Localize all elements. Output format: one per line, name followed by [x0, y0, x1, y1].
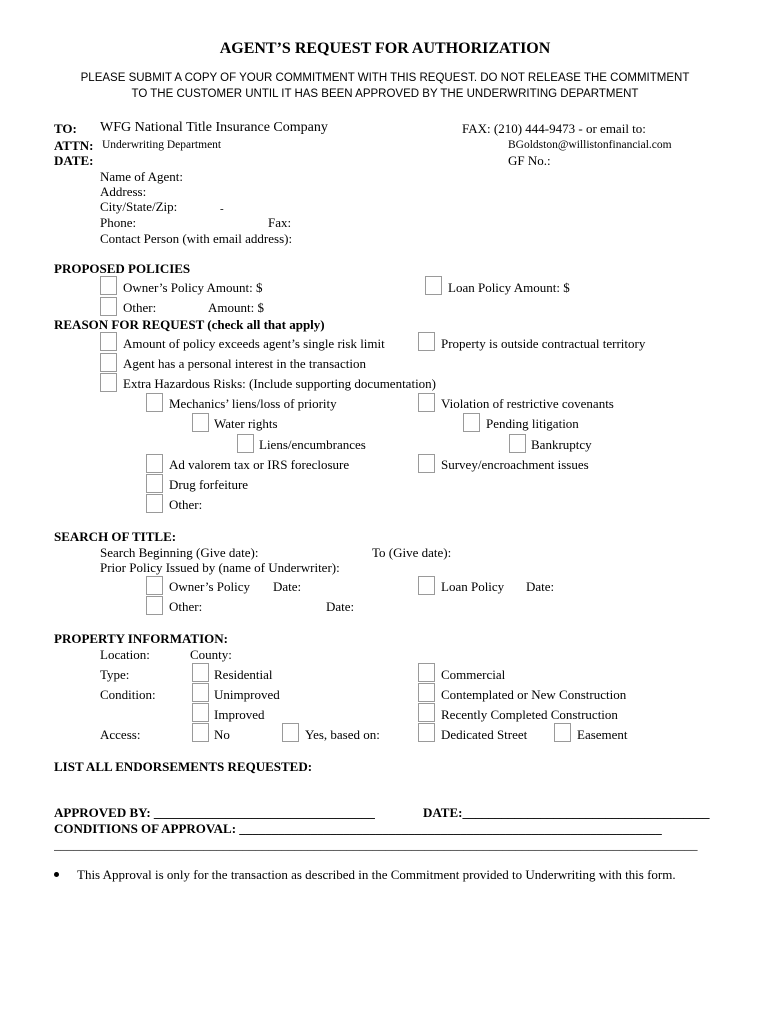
unimproved-checkbox[interactable]	[192, 683, 209, 702]
contact-person-label: Contact Person (with email address):	[100, 231, 293, 246]
conditions-continuation-line: ___________________________________________________________________________________________________	[54, 838, 698, 851]
loan-policy-label: Loan Policy Amount: $	[448, 280, 570, 295]
bullet-icon	[54, 872, 59, 877]
commercial-label: Commercial	[441, 667, 506, 682]
city-mark: -	[220, 203, 224, 215]
recently-completed-label: Recently Completed Construction	[441, 707, 618, 722]
personal-interest-checkbox[interactable]	[100, 353, 117, 372]
hazardous-risks-label: Extra Hazardous Risks: (Include supporting documentation)	[123, 376, 437, 391]
pending-litigation-checkbox[interactable]	[463, 413, 480, 432]
type-label: Type:	[100, 667, 130, 682]
to-label: TO:	[54, 121, 77, 136]
dedicated-street-checkbox[interactable]	[418, 723, 435, 742]
other-policy-checkbox[interactable]	[100, 297, 117, 316]
email-address: BGoldston@willistonfinancial.com	[508, 139, 672, 151]
liens-encumbrances-checkbox[interactable]	[237, 434, 254, 453]
other-reason-label: Other:	[169, 497, 203, 512]
water-rights-checkbox[interactable]	[192, 413, 209, 432]
restrictive-covenants-label: Violation of restrictive covenants	[441, 396, 614, 411]
access-no-checkbox[interactable]	[192, 723, 209, 742]
proposed-policies-heading: PROPOSED POLICIES	[54, 261, 191, 276]
pending-litigation-label: Pending litigation	[486, 416, 579, 431]
condition-label: Condition:	[100, 687, 156, 702]
conditions-of-approval-line: CONDITIONS OF APPROVAL: _________________________________________________________________	[54, 821, 662, 836]
mechanics-liens-label: Mechanics’ liens/loss of priority	[169, 396, 337, 411]
search-title-heading: SEARCH OF TITLE:	[54, 529, 177, 544]
exceeds-limit-checkbox[interactable]	[100, 332, 117, 351]
other-policy-amount-label: Amount: $	[208, 300, 264, 315]
exceeds-limit-label: Amount of policy exceeds agent’s single risk limit	[123, 336, 385, 351]
attn-label: ATTN:	[54, 138, 94, 153]
access-yes-label: Yes, based on:	[305, 727, 380, 742]
restrictive-covenants-checkbox[interactable]	[418, 393, 435, 412]
improved-checkbox[interactable]	[192, 703, 209, 722]
fax-number: FAX: (210) 444-9473 - or email to:	[462, 121, 646, 136]
new-construction-label: Contemplated or New Construction	[441, 687, 627, 702]
survey-encroachment-label: Survey/encroachment issues	[441, 457, 589, 472]
owners-policy-checkbox[interactable]	[100, 276, 117, 295]
liens-encumbrances-label: Liens/encumbrances	[259, 437, 366, 452]
approval-note: This Approval is only for the transaction as described in the Commitment provided to Underwriting with this form.	[77, 867, 676, 882]
location-label: Location:	[100, 647, 150, 662]
attn-value: Underwriting Department	[102, 139, 222, 151]
notice-line-2: TO THE CUSTOMER UNTIL IT HAS BEEN APPROVED BY THE UNDERWRITING DEPARTMENT	[131, 88, 639, 100]
drug-forfeiture-checkbox[interactable]	[146, 474, 163, 493]
personal-interest-label: Agent has a personal interest in the transaction	[123, 356, 366, 371]
owners-policy-label: Owner’s Policy Amount: $	[123, 280, 263, 295]
prior-owners-date-label: Date:	[273, 579, 302, 594]
prior-loan-policy-label: Loan Policy	[441, 579, 505, 594]
agent-phone-label: Phone:	[100, 215, 137, 230]
agent-city-label: City/State/Zip:	[100, 199, 178, 214]
agent-name-label: Name of Agent:	[100, 169, 184, 184]
gf-number-label: GF No.:	[508, 153, 551, 168]
approved-by-line: APPROVED BY: __________________________________	[54, 805, 375, 820]
notice-line-1: PLEASE SUBMIT A COPY OF YOUR COMMITMENT WITH THIS REQUEST. DO NOT RELEASE THE COMMITMENT	[80, 72, 690, 84]
prior-loan-policy-checkbox[interactable]	[418, 576, 435, 595]
approval-date-line: DATE:______________________________________	[423, 805, 710, 820]
drug-forfeiture-label: Drug forfeiture	[169, 477, 249, 492]
bankruptcy-checkbox[interactable]	[509, 434, 526, 453]
water-rights-label: Water rights	[214, 416, 278, 431]
prior-loan-date-label: Date:	[526, 579, 555, 594]
prior-other-checkbox[interactable]	[146, 596, 163, 615]
access-no-label: No	[214, 727, 230, 742]
loan-policy-checkbox[interactable]	[425, 276, 442, 295]
reason-heading: REASON FOR REQUEST (check all that apply)	[54, 317, 325, 332]
property-info-heading: PROPERTY INFORMATION:	[54, 631, 228, 646]
survey-encroachment-checkbox[interactable]	[418, 454, 435, 473]
ad-valorem-label: Ad valorem tax or IRS foreclosure	[169, 457, 350, 472]
agent-fax-label: Fax:	[268, 215, 292, 230]
recently-completed-checkbox[interactable]	[418, 703, 435, 722]
residential-label: Residential	[214, 667, 273, 682]
easement-label: Easement	[577, 727, 628, 742]
commercial-checkbox[interactable]	[418, 663, 435, 682]
other-reason-checkbox[interactable]	[146, 494, 163, 513]
prior-policy-label: Prior Policy Issued by (name of Underwriter):	[100, 560, 340, 575]
search-beginning-label: Search Beginning (Give date):	[100, 545, 259, 560]
residential-checkbox[interactable]	[192, 663, 209, 682]
dedicated-street-label: Dedicated Street	[441, 727, 528, 742]
other-policy-label: Other:	[123, 300, 157, 315]
mechanics-liens-checkbox[interactable]	[146, 393, 163, 412]
page-title: AGENT’S REQUEST FOR AUTHORIZATION	[219, 40, 551, 57]
to-value: WFG National Title Insurance Company	[100, 120, 328, 135]
new-construction-checkbox[interactable]	[418, 683, 435, 702]
prior-other-date-label: Date:	[326, 599, 355, 614]
outside-territory-checkbox[interactable]	[418, 332, 435, 351]
outside-territory-label: Property is outside contractual territory	[441, 336, 646, 351]
bankruptcy-label: Bankruptcy	[531, 437, 592, 452]
access-yes-checkbox[interactable]	[282, 723, 299, 742]
prior-other-label: Other:	[169, 599, 203, 614]
search-to-label: To (Give date):	[372, 545, 452, 560]
improved-label: Improved	[214, 707, 265, 722]
easement-checkbox[interactable]	[554, 723, 571, 742]
prior-owners-policy-checkbox[interactable]	[146, 576, 163, 595]
unimproved-label: Unimproved	[214, 687, 280, 702]
prior-owners-policy-label: Owner’s Policy	[169, 579, 251, 594]
hazardous-risks-checkbox[interactable]	[100, 373, 117, 392]
access-label: Access:	[100, 727, 141, 742]
county-label: County:	[190, 647, 232, 662]
date-label: DATE:	[54, 153, 94, 168]
endorsements-heading: LIST ALL ENDORSEMENTS REQUESTED:	[54, 759, 313, 774]
agent-address-label: Address:	[100, 184, 147, 199]
ad-valorem-checkbox[interactable]	[146, 454, 163, 473]
